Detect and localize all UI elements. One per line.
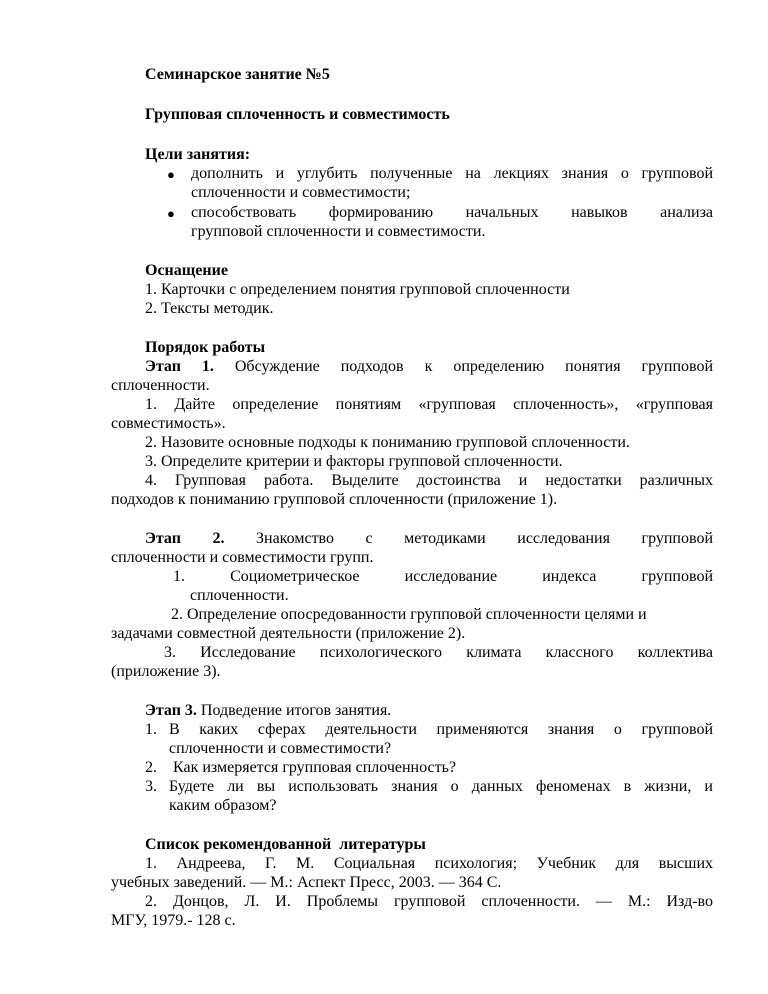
equipment-item-1: 1. Карточки с определением понятия групповой сплоченности	[145, 281, 570, 298]
equipment-item-2: 2. Тексты методик.	[145, 300, 274, 317]
stage-1-item-2: 2. Назовите основные подходы к пониманию групповой сплоченности.	[145, 434, 630, 451]
stage-3-item-3-line-1: Будете ли вы использовать знания о данных феноменах в жизни, и	[169, 778, 713, 795]
stage-2-item-3-line-1: 3. Исследование психологического климата классного коллектива	[164, 644, 713, 661]
goal-1-line-1: дополнить и углубить полученные на лекциях знания о групповой	[191, 165, 713, 182]
stage-1-item-3: 3. Определите критерии и факторы групповой сплоченности.	[145, 453, 563, 470]
stage-1-item-4-line-2: подходов к пониманию групповой сплоченности (приложение 1).	[111, 491, 558, 508]
stage-2-text: Знакомство с методиками исследования групповой	[256, 530, 713, 547]
goals-heading: Цели занятия:	[145, 146, 251, 163]
stage-1-text: Обсуждение подходов к определению понятия групповой	[234, 358, 713, 375]
stage-2-item-1-line-1: 1. Социометрическое исследование индекса групповой	[173, 568, 713, 585]
stage-3-item-1-line-1: В каких сферах деятельности применяются знания о групповой	[169, 721, 713, 738]
stage-1-label: Этап 1.	[145, 358, 214, 375]
goal-1-line-2: сплоченности и совместимости;	[191, 184, 411, 201]
literature-item-1-line-2: учебных заведений. — М.: Аспект Пресс, 2003. — 364 С.	[111, 874, 502, 891]
seminar-topic: Групповая сплоченность и совместимость	[145, 106, 450, 123]
literature-item-1-line-1: 1. Андреева, Г. М. Социальная психология; Учебник для высших	[145, 855, 713, 872]
stage-1-line-2: сплоченности.	[111, 377, 210, 394]
stage-2-item-2-line-2: задачами совместной деятельности (приложение 2).	[111, 625, 466, 642]
goal-2-line-2: групповой сплоченности и совместимости.	[191, 223, 486, 240]
literature-heading: Список рекомендованной литературы	[145, 836, 426, 853]
stage-3-line	[145, 702, 391, 720]
stage-3-item-3-number: 3.	[145, 778, 157, 795]
bullet-icon: ●	[167, 206, 175, 221]
stage-2-item-2-line-1: 2. Определение опосредованности групповой сплоченности целями и	[171, 606, 647, 623]
literature-item-2-line-1: 2. Донцов, Л. И. Проблемы групповой сплоченности. — М.: Изд-во	[145, 893, 713, 910]
stage-2-label: Этап 2.	[145, 530, 225, 547]
equipment-heading: Оснащение	[145, 262, 228, 279]
stage-1-item-1-line-1: 1. Дайте определение понятиям «групповая сплоченность», «групповая	[145, 396, 713, 413]
stage-3-item-2-number: 2.	[145, 759, 157, 776]
stage-1-item-4-line-1: 4. Групповая работа. Выделите достоинства и недостатки различных	[145, 472, 713, 489]
stage-2-item-3-line-2: (приложение 3).	[111, 663, 221, 680]
stage-2-line-2: сплоченности и совместимости групп.	[111, 549, 374, 566]
literature-item-2-line-2: МГУ, 1979.- 128 с.	[111, 912, 236, 929]
stage-3-item-1-line-2: сплоченности и совместимости?	[169, 740, 392, 757]
stage-1-item-1-line-2: совместимость».	[111, 415, 226, 432]
stage-3-label: Этап 3.	[145, 702, 197, 719]
seminar-title: Семинарское занятие №5	[145, 66, 330, 83]
stage-2-line-1	[145, 530, 713, 548]
bullet-icon: ●	[167, 167, 175, 182]
stage-3-item-2-line-1: Как измеряется групповая сплоченность?	[173, 759, 457, 776]
stage-3-item-3-line-2: каким образом?	[169, 797, 277, 814]
stage-3-text: Подведение итогов занятия.	[200, 702, 392, 719]
goal-2-line-1: способствовать формированию начальных навыков анализа	[191, 204, 713, 221]
stage-2-item-1-line-2: сплоченности.	[190, 587, 289, 604]
stage-1-line-1	[145, 358, 713, 376]
stage-3-item-1-number: 1.	[145, 721, 157, 738]
procedure-heading: Порядок работы	[145, 339, 266, 356]
